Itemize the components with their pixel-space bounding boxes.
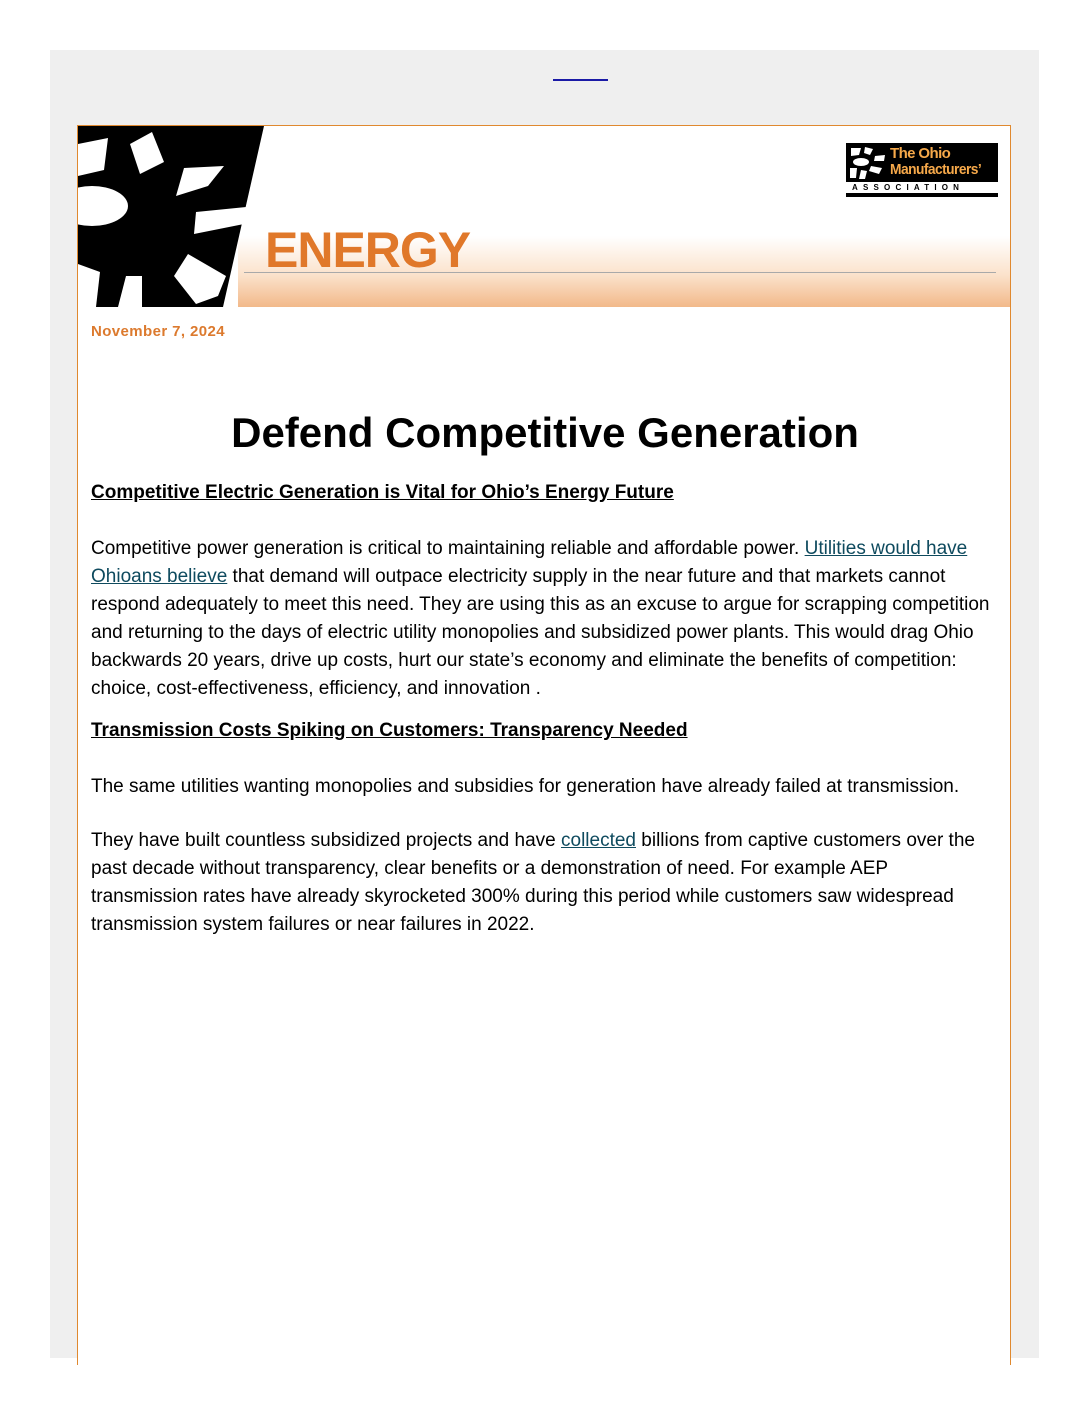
section-title: ENERGY bbox=[265, 222, 471, 278]
view-in-browser-link[interactable] bbox=[553, 75, 608, 81]
section-heading-generation: Competitive Electric Generation is Vital for Ohio’s Energy Future bbox=[91, 482, 674, 503]
newsletter-card bbox=[77, 125, 1011, 1365]
gear-graphic bbox=[78, 126, 268, 307]
paragraph-text: that demand will outpace electricity supply in the near future and that markets cannot respond adequately to meet this need. They are using this as an excuse to argue for scrapping competition and returning to the days of electric utility monopolies and subsidized power plants. This would drag Ohio backwards 20 years, drive up costs, hurt our state’s economy and eliminate the benefits of competition: choice, cost-effectiveness, efficiency, and innovation . bbox=[91, 566, 990, 699]
email-background bbox=[50, 50, 1039, 1358]
oma-logo[interactable] bbox=[846, 143, 998, 197]
header-banner bbox=[78, 126, 1011, 307]
paragraph-transmission-detail bbox=[91, 827, 999, 939]
logo-gear-icon bbox=[849, 146, 887, 180]
logo-association-band: ASSOCIATION bbox=[846, 182, 998, 193]
collected-link[interactable]: collected bbox=[561, 830, 636, 851]
paragraph-transmission-intro: The same utilities wanting monopolies and subsidies for generation have already failed at transmission. bbox=[91, 776, 960, 797]
utilities-believe-link[interactable]: Utilities would have Ohioans believe bbox=[91, 538, 968, 587]
issue-date: November 7, 2024 bbox=[91, 323, 225, 340]
logo-line-1: The Ohio bbox=[890, 145, 951, 162]
paragraph-text: Competitive power generation is critical to maintaining reliable and affordable power. bbox=[91, 538, 805, 559]
paragraph-generation bbox=[91, 535, 999, 703]
logo-line-2: Manufacturers’ bbox=[890, 161, 982, 178]
headline: Defend Competitive Generation bbox=[231, 409, 859, 456]
section-heading-transmission: Transmission Costs Spiking on Customers: Transparency Needed bbox=[91, 720, 688, 741]
article-body bbox=[91, 481, 999, 939]
paragraph-text: billions from captive customers over the past decade without transparency, clear benefits or a demonstration of need. For example AEP transmission rates have already skyrocketed 300% during this period while customers saw widespread transmission system failures or near failures in 2022. bbox=[91, 830, 975, 935]
paragraph-text: They have built countless subsidized projects and have bbox=[91, 830, 561, 851]
